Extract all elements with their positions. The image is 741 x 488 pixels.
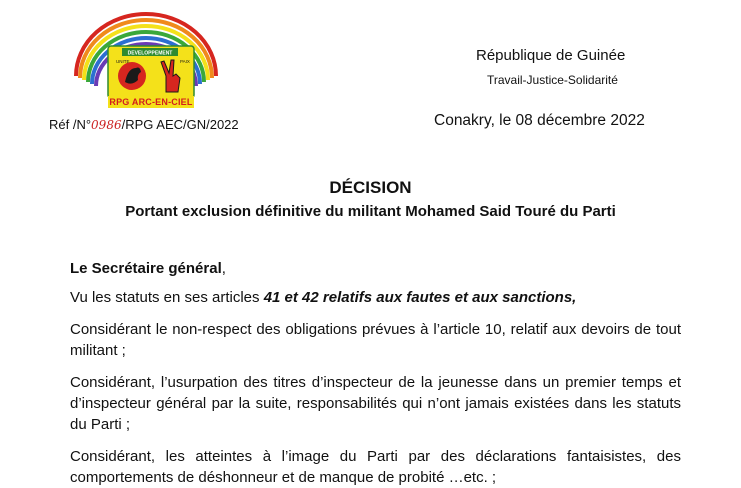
decision-subtitle: Portant exclusion définitive du militant Mohamed Said Touré du Parti <box>125 203 616 220</box>
logo-right-word: PAIX <box>180 59 190 64</box>
ref-handwritten-number: 0986 <box>91 118 122 132</box>
national-motto: Travail-Justice-Solidarité <box>487 73 618 87</box>
ref-prefix: Réf /N° <box>49 117 92 132</box>
secretary-line <box>70 258 681 279</box>
decision-title: DÉCISION <box>329 178 412 197</box>
vu-articles: 41 et 42 relatifs aux fautes et aux sanctions, <box>263 289 577 306</box>
ref-suffix: /RPG AEC/GN/2022 <box>121 117 239 132</box>
considerant-3: Considérant, les atteintes à l’image du Parti par des déclarations fantaisistes, des comportements de déshonneur et de manque de probité …etc. ; <box>70 448 681 486</box>
logo-left-word: UNITE <box>116 59 130 64</box>
reference-number <box>49 117 239 132</box>
logo-name: RPG ARC-EN-CIEL <box>109 97 193 107</box>
vu-prefix: Vu les statuts en ses articles <box>70 289 264 306</box>
secretary-title: Le Secrétaire général <box>70 260 222 277</box>
vu-line <box>70 287 681 308</box>
considerant-1: Considérant le non-respect des obligations prévues à l’article 10, relatif aux devoirs de tout militant ; <box>70 321 681 359</box>
place-date: Conakry, le 08 décembre 2022 <box>434 112 645 129</box>
republic-heading: République de Guinée <box>476 47 626 64</box>
considerant-2: Considérant, l’usurpation des titres d’inspecteur de la jeunesse dans un premier temps et d’inspecteur général par la suite, responsabilités qui n’ont jamais existées dans les statuts du Parti ; <box>70 374 681 433</box>
logo-banner-text: DEVELOPPEMENT <box>127 50 173 57</box>
secretary-punct: , <box>221 260 226 277</box>
